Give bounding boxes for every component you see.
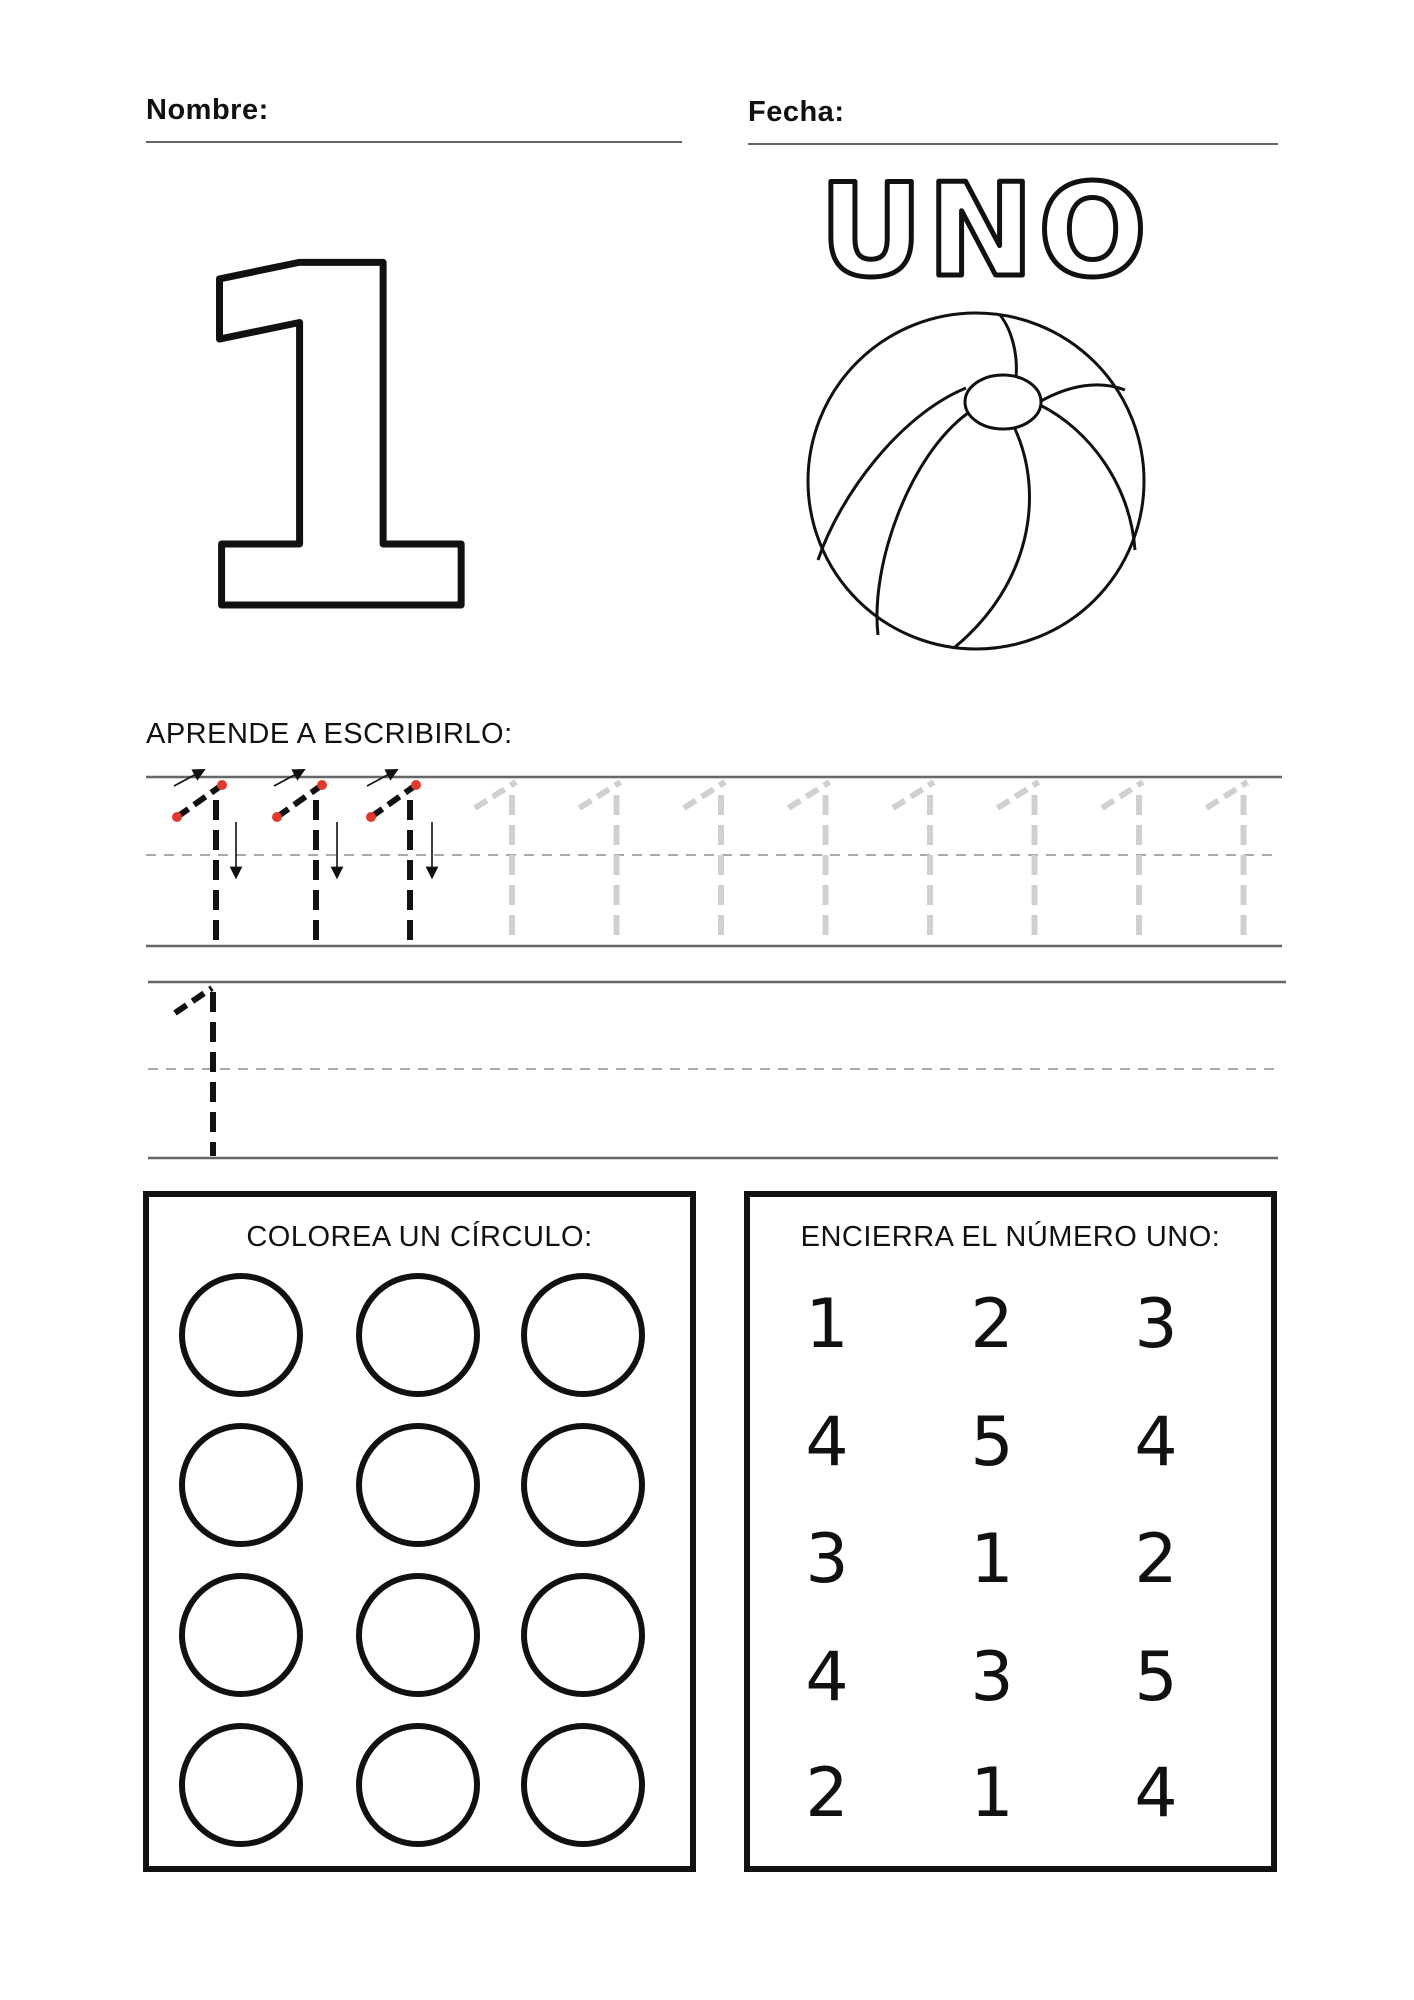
number-word-text: UNO — [819, 157, 1151, 306]
number-option[interactable]: 3 — [1134, 1285, 1178, 1364]
name-label: Nombre: — [146, 94, 269, 126]
faded-trace-1 — [475, 782, 516, 944]
number-option[interactable]: 4 — [805, 1403, 849, 1482]
color-circle[interactable] — [179, 1423, 303, 1547]
number-option[interactable]: 4 — [1134, 1754, 1178, 1833]
color-circles-title: COLOREA UN CÍRCULO: — [246, 1221, 593, 1253]
tracing-title: APRENDE A ESCRIBIRLO: — [146, 718, 513, 750]
number-option[interactable]: 4 — [1134, 1403, 1178, 1482]
guided-trace-3 — [366, 772, 432, 944]
faded-trace-3 — [684, 782, 725, 944]
number-option[interactable]: 2 — [1134, 1520, 1178, 1599]
color-circles-box — [143, 1191, 696, 1872]
color-circle[interactable] — [521, 1273, 645, 1397]
color-circle[interactable] — [356, 1273, 480, 1397]
faded-trace-6 — [998, 782, 1039, 944]
guided-trace-2 — [272, 772, 337, 944]
number-option[interactable]: 2 — [970, 1285, 1014, 1364]
guided-trace-1 — [172, 772, 236, 944]
number-option[interactable]: 2 — [805, 1754, 849, 1833]
faded-traces — [475, 782, 1248, 944]
faded-trace-8 — [1207, 782, 1248, 944]
color-circle[interactable] — [521, 1573, 645, 1697]
faded-trace-2 — [580, 782, 621, 944]
example-trace-row2 — [175, 988, 213, 1156]
color-circle[interactable] — [356, 1573, 480, 1697]
number-option[interactable]: 3 — [805, 1520, 849, 1599]
color-circle[interactable] — [179, 1573, 303, 1697]
number-option[interactable]: 4 — [805, 1638, 849, 1717]
color-circle[interactable] — [521, 1423, 645, 1547]
number-option[interactable]: 1 — [805, 1285, 849, 1364]
date-label: Fecha: — [748, 96, 845, 128]
find-number-title: ENCIERRA EL NÚMERO UNO: — [800, 1221, 1221, 1253]
big-number-text: 1 — [166, 169, 494, 716]
number-option[interactable]: 5 — [970, 1403, 1014, 1482]
number-option[interactable]: 3 — [970, 1638, 1014, 1717]
color-circle[interactable] — [356, 1423, 480, 1547]
faded-trace-7 — [1102, 782, 1143, 944]
faded-trace-5 — [893, 782, 934, 944]
color-circle[interactable] — [521, 1723, 645, 1847]
color-circle[interactable] — [179, 1273, 303, 1397]
find-number-box — [744, 1191, 1277, 1872]
color-circle[interactable] — [179, 1723, 303, 1847]
number-option[interactable]: 1 — [970, 1754, 1014, 1833]
number-option[interactable]: 1 — [970, 1520, 1014, 1599]
number-option[interactable]: 5 — [1134, 1638, 1178, 1717]
faded-trace-4 — [789, 782, 830, 944]
color-circle[interactable] — [356, 1723, 480, 1847]
